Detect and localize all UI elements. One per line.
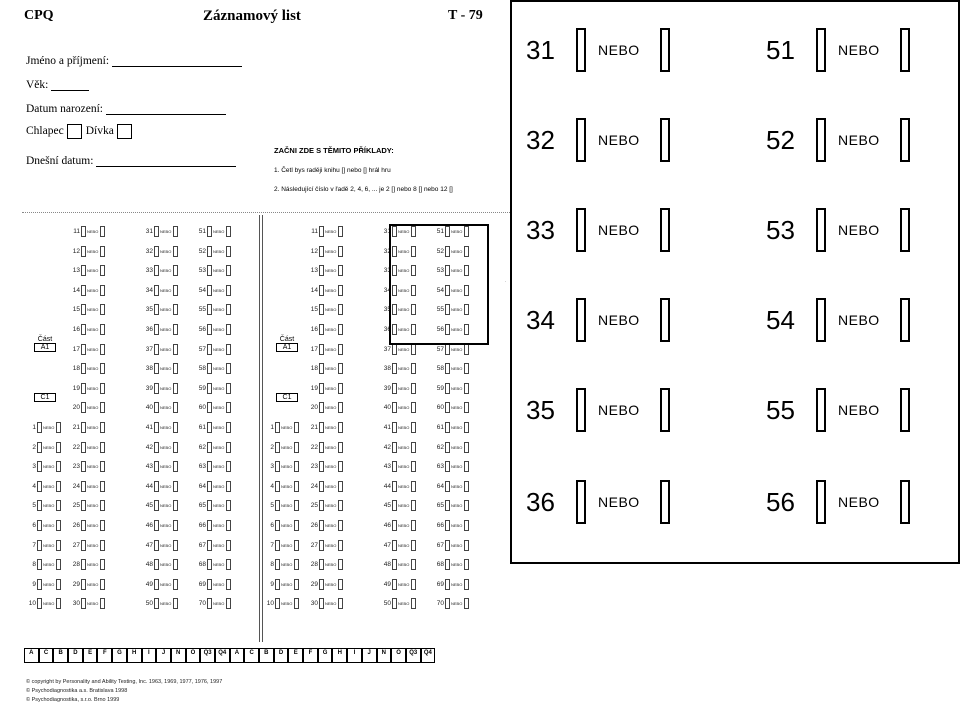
answer-item: 25 NEBO xyxy=(70,500,105,510)
answer-item: 34 NEBO xyxy=(381,285,416,295)
answer-item: 10 NEBO xyxy=(26,598,61,608)
answer-item: 62 NEBO xyxy=(434,442,469,452)
answer-item: 70 NEBO xyxy=(434,598,469,608)
part-a-label: Část A1 xyxy=(34,336,56,352)
answer-item: 63 NEBO xyxy=(434,461,469,471)
answer-item: 26 NEBO xyxy=(70,520,105,530)
answer-item: 20 NEBO xyxy=(70,402,105,412)
answer-item: 38 NEBO xyxy=(381,363,416,373)
answer-item: 16 NEBO xyxy=(308,324,343,334)
answer-item: 12 NEBO xyxy=(308,246,343,256)
scoring-key-cell: H xyxy=(332,648,347,663)
scoring-key-cell: Q4 xyxy=(215,648,230,663)
answer-item: 18 NEBO xyxy=(70,363,105,373)
answer-item: 63 NEBO xyxy=(196,461,231,471)
answer-item: 34 NEBO xyxy=(143,285,178,295)
footer-line-2: © Psychodiagnostika a.s. Bratislava 1998 xyxy=(26,688,128,694)
scoring-key-cell: Q4 xyxy=(421,648,436,663)
dob-field: Datum narození: xyxy=(26,103,226,115)
part-a-label-2: Část A1 xyxy=(276,336,298,352)
answer-item: 56 NEBO xyxy=(196,324,231,334)
answer-item: 1 NEBO xyxy=(26,422,61,432)
answer-item: 4 NEBO xyxy=(264,481,299,491)
scoring-key-cell: E xyxy=(288,648,303,663)
answer-item: 28 NEBO xyxy=(308,559,343,569)
answer-item: 14 NEBO xyxy=(70,285,105,295)
scoring-key-cell: F xyxy=(303,648,318,663)
answer-item: 69 NEBO xyxy=(196,579,231,589)
answer-item: 49 NEBO xyxy=(143,579,178,589)
answer-item: 48 NEBO xyxy=(143,559,178,569)
answer-item: 51 NEBO xyxy=(196,226,231,236)
answer-item: 21 NEBO xyxy=(70,422,105,432)
answer-item: 9 NEBO xyxy=(264,579,299,589)
example-2: 2. Následující číslo v řadě 2, 4, 6, ... je 2 [] nebo 8 [] nebo 12 [] xyxy=(274,186,453,193)
answer-item: 58 NEBO xyxy=(434,363,469,373)
answer-item: 2 NEBO xyxy=(264,442,299,452)
scoring-key-cell: F xyxy=(97,648,112,663)
answer-item: 8 NEBO xyxy=(26,559,61,569)
answer-item: 26 NEBO xyxy=(308,520,343,530)
scoring-key-cell: G xyxy=(318,648,333,663)
answer-item: 68 NEBO xyxy=(434,559,469,569)
answer-item: 9 NEBO xyxy=(26,579,61,589)
answer-item: 17 NEBO xyxy=(70,344,105,354)
answer-item: 60 NEBO xyxy=(434,402,469,412)
answer-item: 20 NEBO xyxy=(308,402,343,412)
scoring-key-cell: Q3 xyxy=(406,648,421,663)
column-divider xyxy=(259,215,260,642)
answer-item: 15 NEBO xyxy=(308,304,343,314)
answer-item: 51 NEBO xyxy=(434,226,469,236)
answer-item: 60 NEBO xyxy=(196,402,231,412)
zoomed-detail-panel xyxy=(510,0,960,564)
answer-item: 67 NEBO xyxy=(434,540,469,550)
name-field: Jméno a příjmení: xyxy=(26,55,242,67)
zoomed-answer-item: 36 NEBO xyxy=(526,472,670,532)
zoomed-answer-item: 33 NEBO xyxy=(526,200,670,260)
answer-item: 6 NEBO xyxy=(26,520,61,530)
answer-item: 68 NEBO xyxy=(196,559,231,569)
answer-item: 5 NEBO xyxy=(264,500,299,510)
scoring-key-cell: O xyxy=(186,648,201,663)
answer-item: 61 NEBO xyxy=(434,422,469,432)
answer-item: 36 NEBO xyxy=(381,324,416,334)
answer-item: 64 NEBO xyxy=(434,481,469,491)
answer-item: 58 NEBO xyxy=(196,363,231,373)
answer-item: 50 NEBO xyxy=(143,598,178,608)
scoring-key-cell: D xyxy=(68,648,83,663)
answer-item: 41 NEBO xyxy=(143,422,178,432)
answer-item: 54 NEBO xyxy=(196,285,231,295)
zoomed-answer-item: 35 NEBO xyxy=(526,380,670,440)
answer-item: 35 NEBO xyxy=(381,304,416,314)
part-c-label-2: C1 xyxy=(276,393,298,402)
scoring-key-cell: E xyxy=(83,648,98,663)
answer-item: 47 NEBO xyxy=(381,540,416,550)
answer-item: 29 NEBO xyxy=(308,579,343,589)
answer-item: 69 NEBO xyxy=(434,579,469,589)
answer-item: 5 NEBO xyxy=(26,500,61,510)
zoomed-answer-item: 52 NEBO xyxy=(766,110,910,170)
scoring-key-cell: C xyxy=(244,648,259,663)
answer-item: 46 NEBO xyxy=(381,520,416,530)
highlight-box xyxy=(389,224,489,345)
scoring-key-cell: C xyxy=(39,648,54,663)
answer-item: 3 NEBO xyxy=(26,461,61,471)
answer-item: 12 NEBO xyxy=(70,246,105,256)
scoring-key-cell: Q3 xyxy=(200,648,215,663)
answer-item: 53 NEBO xyxy=(434,265,469,275)
answer-item: 19 NEBO xyxy=(308,383,343,393)
answer-item: 65 NEBO xyxy=(196,500,231,510)
scoring-key-cell: H xyxy=(127,648,142,663)
answer-item: 33 NEBO xyxy=(143,265,178,275)
answer-item: 44 NEBO xyxy=(143,481,178,491)
date-field: Dnešní datum: xyxy=(26,155,236,167)
answer-item: 2 NEBO xyxy=(26,442,61,452)
zoomed-answer-item: 34 NEBO xyxy=(526,290,670,350)
arrow-icon xyxy=(489,281,511,282)
answer-item: 24 NEBO xyxy=(308,481,343,491)
answer-item: 53 NEBO xyxy=(196,265,231,275)
answer-item: 14 NEBO xyxy=(308,285,343,295)
answer-item: 38 NEBO xyxy=(143,363,178,373)
answer-item: 52 NEBO xyxy=(196,246,231,256)
answer-item: 61 NEBO xyxy=(196,422,231,432)
girl-checkbox xyxy=(117,124,132,139)
answer-item: 19 NEBO xyxy=(70,383,105,393)
answer-item: 56 NEBO xyxy=(434,324,469,334)
answer-item: 36 NEBO xyxy=(143,324,178,334)
answer-item: 3 NEBO xyxy=(264,461,299,471)
scoring-key-cell: I xyxy=(142,648,157,663)
answer-item: 11 NEBO xyxy=(70,226,105,236)
answer-item: 45 NEBO xyxy=(143,500,178,510)
answer-item: 28 NEBO xyxy=(70,559,105,569)
answer-item: 16 NEBO xyxy=(70,324,105,334)
answer-item: 65 NEBO xyxy=(434,500,469,510)
scoring-key-cell: G xyxy=(112,648,127,663)
part-c-label: C1 xyxy=(34,393,56,402)
scoring-key-cell: B xyxy=(259,648,274,663)
answer-item: 66 NEBO xyxy=(434,520,469,530)
answer-item: 67 NEBO xyxy=(196,540,231,550)
answer-item: 1 NEBO xyxy=(264,422,299,432)
answer-item: 31 NEBO xyxy=(143,226,178,236)
answer-item: 13 NEBO xyxy=(308,265,343,275)
answer-item: 29 NEBO xyxy=(70,579,105,589)
footer-line-3: © Psychodiagnostika, s.r.o. Brno 1999 xyxy=(26,697,120,703)
answer-item: 64 NEBO xyxy=(196,481,231,491)
answer-item: 39 NEBO xyxy=(381,383,416,393)
scoring-key-cell: N xyxy=(377,648,392,663)
answer-item: 55 NEBO xyxy=(196,304,231,314)
answer-item: 31 NEBO xyxy=(381,226,416,236)
answer-item: 47 NEBO xyxy=(143,540,178,550)
answer-item: 39 NEBO xyxy=(143,383,178,393)
answer-item: 49 NEBO xyxy=(381,579,416,589)
answer-item: 50 NEBO xyxy=(381,598,416,608)
age-field: Věk: xyxy=(26,79,89,91)
scoring-key-cell: N xyxy=(171,648,186,663)
answer-item: 57 NEBO xyxy=(434,344,469,354)
answer-item: 24 NEBO xyxy=(70,481,105,491)
answer-item: 42 NEBO xyxy=(381,442,416,452)
answer-item: 37 NEBO xyxy=(381,344,416,354)
answer-item: 11 NEBO xyxy=(308,226,343,236)
zoomed-answer-item: 51 NEBO xyxy=(766,20,910,80)
answer-item: 15 NEBO xyxy=(70,304,105,314)
answer-item: 40 NEBO xyxy=(381,402,416,412)
answer-item: 8 NEBO xyxy=(264,559,299,569)
answer-item: 43 NEBO xyxy=(143,461,178,471)
answer-item: 7 NEBO xyxy=(264,540,299,550)
scoring-key-cell: B xyxy=(53,648,68,663)
answer-item: 6 NEBO xyxy=(264,520,299,530)
start-heading: ZAČNI ZDE S TĚMITO PŘÍKLADY: xyxy=(274,146,394,155)
answer-item: 30 NEBO xyxy=(70,598,105,608)
footer-line-1: © copyright by Personality and Ability Testing, Inc. 1963, 1969, 1977, 1976, 1997 xyxy=(26,679,223,685)
scoring-key-cell: I xyxy=(347,648,362,663)
scoring-key-row xyxy=(24,648,435,663)
scoring-key-cell: J xyxy=(156,648,171,663)
answer-item: 32 NEBO xyxy=(381,246,416,256)
test-id: T - 79 xyxy=(448,8,483,23)
answer-item: 59 NEBO xyxy=(196,383,231,393)
answer-item: 23 NEBO xyxy=(308,461,343,471)
form-code: CPQ xyxy=(24,8,54,23)
answer-item: 10 NEBO xyxy=(264,598,299,608)
answer-item: 30 NEBO xyxy=(308,598,343,608)
answer-item: 33 NEBO xyxy=(381,265,416,275)
scoring-key-cell: A xyxy=(230,648,245,663)
answer-item: 62 NEBO xyxy=(196,442,231,452)
answer-item: 18 NEBO xyxy=(308,363,343,373)
answer-item: 41 NEBO xyxy=(381,422,416,432)
answer-item: 32 NEBO xyxy=(143,246,178,256)
answer-item: 37 NEBO xyxy=(143,344,178,354)
zoomed-answer-item: 53 NEBO xyxy=(766,200,910,260)
answer-item: 42 NEBO xyxy=(143,442,178,452)
answer-item: 27 NEBO xyxy=(70,540,105,550)
answer-item: 57 NEBO xyxy=(196,344,231,354)
gender-field: Chlapec Dívka xyxy=(26,124,136,139)
zoomed-answer-item: 31 NEBO xyxy=(526,20,670,80)
answer-item: 59 NEBO xyxy=(434,383,469,393)
answer-item: 35 NEBO xyxy=(143,304,178,314)
answer-item: 52 NEBO xyxy=(434,246,469,256)
answer-item: 23 NEBO xyxy=(70,461,105,471)
form-title: Záznamový list xyxy=(203,8,301,24)
boy-checkbox xyxy=(67,124,82,139)
divider xyxy=(22,212,512,213)
answer-item: 40 NEBO xyxy=(143,402,178,412)
scoring-key-cell: D xyxy=(274,648,289,663)
answer-item: 21 NEBO xyxy=(308,422,343,432)
answer-item: 22 NEBO xyxy=(70,442,105,452)
answer-item: 27 NEBO xyxy=(308,540,343,550)
answer-item: 54 NEBO xyxy=(434,285,469,295)
answer-item: 13 NEBO xyxy=(70,265,105,275)
answer-item: 48 NEBO xyxy=(381,559,416,569)
answer-item: 46 NEBO xyxy=(143,520,178,530)
answer-sheet xyxy=(18,0,518,720)
answer-item: 7 NEBO xyxy=(26,540,61,550)
answer-item: 4 NEBO xyxy=(26,481,61,491)
answer-item: 17 NEBO xyxy=(308,344,343,354)
scoring-key-cell: O xyxy=(391,648,406,663)
answer-item: 22 NEBO xyxy=(308,442,343,452)
zoomed-answer-item: 55 NEBO xyxy=(766,380,910,440)
answer-item: 70 NEBO xyxy=(196,598,231,608)
answer-item: 45 NEBO xyxy=(381,500,416,510)
zoomed-answer-item: 54 NEBO xyxy=(766,290,910,350)
scoring-key-cell: A xyxy=(24,648,39,663)
answer-item: 25 NEBO xyxy=(308,500,343,510)
scoring-key-cell: J xyxy=(362,648,377,663)
zoomed-answer-item: 56 NEBO xyxy=(766,472,910,532)
zoomed-answer-item: 32 NEBO xyxy=(526,110,670,170)
example-1: 1. Četl bys raději knihu [] nebo [] hrál hru xyxy=(274,167,391,174)
answer-item: 66 NEBO xyxy=(196,520,231,530)
answer-item: 55 NEBO xyxy=(434,304,469,314)
answer-item: 43 NEBO xyxy=(381,461,416,471)
answer-item: 44 NEBO xyxy=(381,481,416,491)
